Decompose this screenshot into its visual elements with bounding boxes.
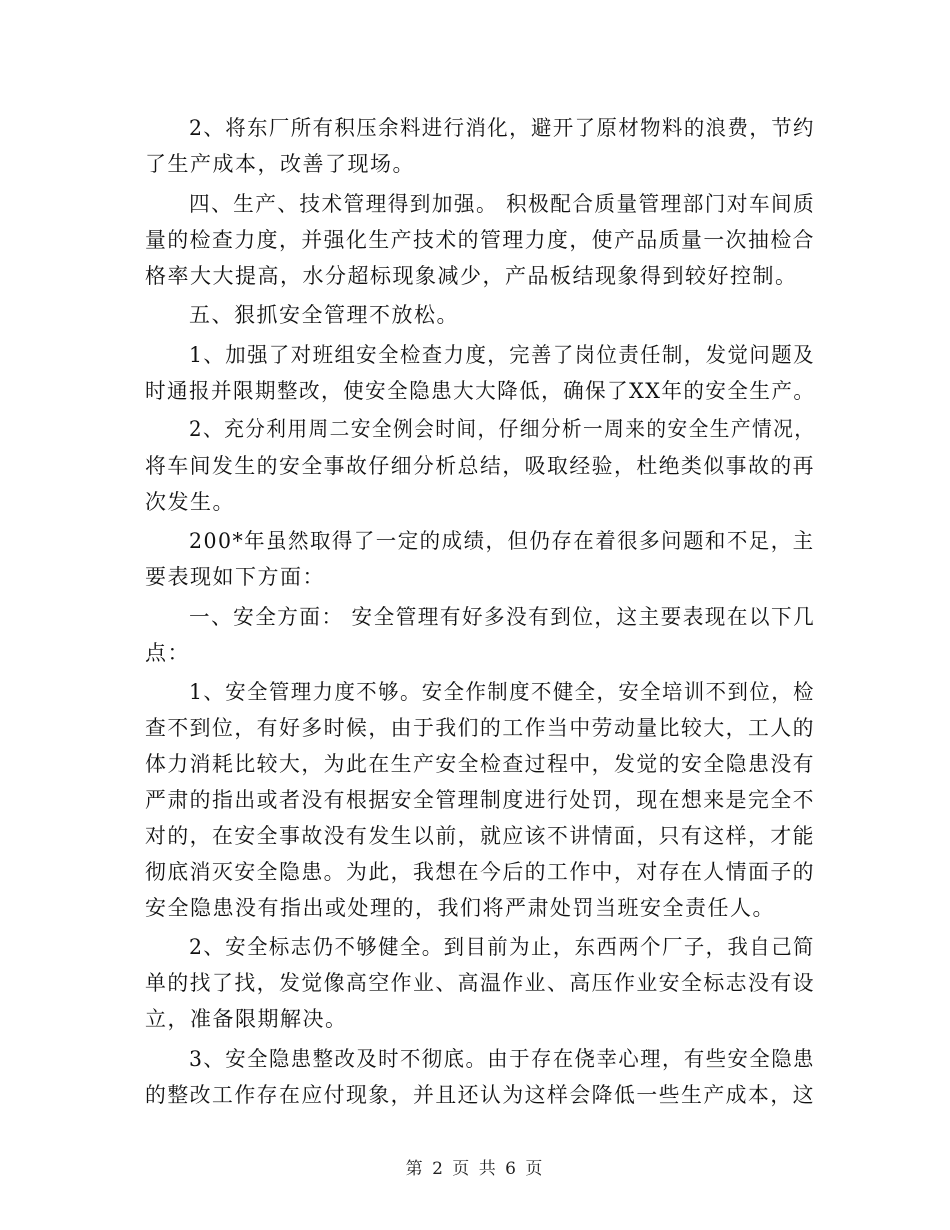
- text-line: 了生产成本，改善了现场。: [145, 152, 415, 176]
- text-line: 点：: [145, 641, 190, 665]
- text-line: 四、生产、技术管理得到加强。 积极配合质量管理部门对车间质: [189, 192, 816, 216]
- text-line: 对的，在安全事故没有发生以前，就应该不讲情面，只有这样，才能: [145, 824, 815, 848]
- text-line: 量的检查力度，并强化生产技术的管理力度，使产品质量一次抽检合: [145, 228, 815, 252]
- text-line: 安全隐患没有指出或处理的，我们将严肃处罚当班安全责任人。: [145, 896, 775, 920]
- text-line: 1、安全管理力度不够。安全作制度不健全，安全培训不到位，检: [189, 680, 815, 704]
- text-line: 3、安全隐患整改及时不彻底。由于存在侥幸心理，有些安全隐患: [189, 1047, 815, 1071]
- text-line: 查不到位，有好多时候，由于我们的工作当中劳动量比较大，工人的: [145, 716, 815, 740]
- text-line: 一、安全方面： 安全管理有好多没有到位，这主要表现在以下几: [189, 605, 816, 629]
- text-line: 2、充分利用周二安全例会时间，仔细分析一周来的安全生产情况，: [189, 417, 816, 441]
- text-line: 格率大大提高，水分超标现象减少，产品板结现象得到较好控制。: [145, 264, 798, 288]
- page-number-footer: 第 2 页 共 6 页: [405, 1159, 545, 1179]
- text-line: 200*年虽然取得了一定的成绩，但仍存在着很多问题和不足，主: [189, 529, 815, 553]
- text-line: 2、将东厂所有积压余料进行消化，避开了原材物料的浪费，节约: [189, 116, 815, 140]
- text-line: 时通报并限期整改，使安全隐患大大降低，确保了XX年的安全生产。: [145, 379, 816, 403]
- text-line: 次发生。: [145, 490, 235, 514]
- text-line: 要表现如下方面：: [145, 565, 325, 589]
- text-line: 的整改工作存在应付现象，并且还认为这样会降低一些生产成本，这: [145, 1083, 815, 1107]
- text-line: 严肃的指出或者没有根据安全管理制度进行处罚，现在想来是完全不: [145, 788, 815, 812]
- text-line: 将车间发生的安全事故仔细分析总结，吸取经验，杜绝类似事故的再: [145, 454, 815, 478]
- text-line: 体力消耗比较大，为此在生产安全检查过程中，发觉的安全隐患没有: [145, 752, 815, 776]
- text-line: 单的找了找，发觉像高空作业、高温作业、高压作业安全标志没有设: [145, 971, 815, 995]
- text-line: 五、狠抓安全管理不放松。: [189, 303, 459, 327]
- text-line: 立，准备限期解决。: [145, 1007, 348, 1031]
- text-line: 2、安全标志仍不够健全。到目前为止，东西两个厂子，我自己简: [189, 935, 815, 959]
- text-line: 1、加强了对班组安全检查力度，完善了岗位责任制，发觉问题及: [189, 343, 815, 367]
- text-line: 彻底消灭安全隐患。为此，我想在今后的工作中，对存在人情面子的: [145, 860, 815, 884]
